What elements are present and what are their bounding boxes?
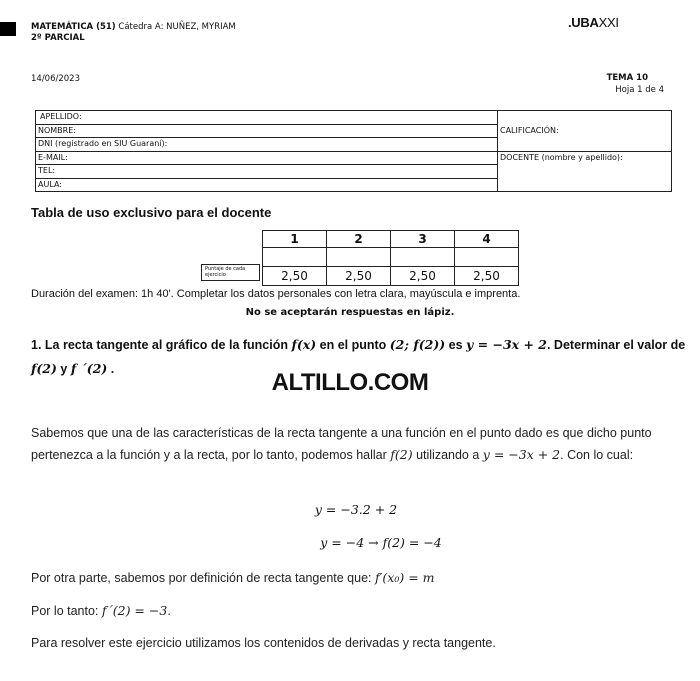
q1-text: y bbox=[56, 362, 71, 376]
scores-table bbox=[262, 230, 519, 286]
tel-field: TEL: bbox=[36, 165, 498, 179]
page-number: Hoja 1 de 4 bbox=[615, 85, 664, 95]
exam-date: 14/06/2023 bbox=[31, 74, 80, 84]
equation-1: y = −3.2 + 2 bbox=[314, 502, 398, 517]
q1-text: es bbox=[445, 338, 467, 352]
aula-field: AULA: bbox=[36, 178, 498, 192]
docente-table-title: Tabla de uso exclusivo para el docente bbox=[31, 205, 272, 220]
answer-paragraph-3 bbox=[31, 600, 681, 622]
score-empty-cell bbox=[391, 248, 455, 267]
answer-text: . bbox=[167, 604, 171, 618]
q1-fprime2: f ´(2) bbox=[70, 361, 108, 376]
email-field: E-MAIL: bbox=[36, 151, 498, 165]
calificacion-field: CALIFICACIÓN: bbox=[498, 111, 672, 152]
score-col-header: 2 bbox=[327, 231, 391, 248]
answer-f2: f(2) bbox=[390, 447, 413, 462]
logo-thin: XXI bbox=[598, 15, 619, 30]
score-empty-cell bbox=[455, 248, 519, 267]
logo-bold: .UBA bbox=[568, 15, 599, 30]
student-info-table bbox=[35, 110, 672, 192]
duration-instructions: Duración del examen: 1h 40'. Completar los datos personales con letra clara, mayúscula e imprenta. bbox=[31, 288, 521, 300]
score-col-header: 4 bbox=[455, 231, 519, 248]
score-value: 2,50 bbox=[263, 267, 327, 286]
q1-point: (2; f(2)) bbox=[389, 337, 446, 352]
score-row-label: Puntaje de cada ejercicio bbox=[201, 264, 260, 281]
answer-text: Sabemos que una de las características de la recta tangente a una función en el punto dado es que dicho punto pertenezca a la función y a la recta, por lo tanto, podemos hallar bbox=[31, 426, 652, 462]
exam-name: 2º PARCIAL bbox=[31, 33, 85, 43]
derivative-definition: f′(x₀) = m bbox=[374, 570, 435, 585]
answer-paragraph-2 bbox=[31, 567, 681, 589]
score-empty-cell bbox=[263, 248, 327, 267]
score-value: 2,50 bbox=[391, 267, 455, 286]
answer-line-eq: y = −3x + 2 bbox=[482, 447, 561, 462]
course-line bbox=[31, 22, 236, 32]
equation-2: y = −4 → f(2) = −4 bbox=[320, 535, 442, 550]
q1-text: . Determinar el valor de bbox=[546, 338, 686, 352]
score-value: 2,50 bbox=[455, 267, 519, 286]
score-empty-cell bbox=[327, 248, 391, 267]
score-col-header: 3 bbox=[391, 231, 455, 248]
docente-field: DOCENTE (nombre y apellido): bbox=[498, 151, 672, 192]
answer-text: utilizando a bbox=[412, 448, 483, 462]
answer-paragraph-1 bbox=[31, 422, 681, 466]
q1-f2: f(2) bbox=[31, 361, 57, 376]
q1-line-eq: y = −3x + 2 bbox=[466, 337, 547, 352]
q1-text: . bbox=[107, 362, 115, 376]
no-pencil-notice: No se aceptarán respuestas en lápiz. bbox=[245, 307, 455, 318]
catedra: Cátedra A: NUÑEZ, MYRIAM bbox=[118, 22, 236, 32]
dni-field: DNI (registrado en SIU Guaraní): bbox=[36, 138, 498, 152]
course-name: MATEMÁTICA (51) bbox=[31, 22, 116, 32]
score-col-header: 1 bbox=[263, 231, 327, 248]
q1-text: en el punto bbox=[316, 338, 390, 352]
answer-text: . Con lo cual: bbox=[560, 448, 634, 462]
answer-text: Por lo tanto: bbox=[31, 604, 102, 618]
answer-paragraph-4: Para resolver este ejercicio utilizamos los contenidos de derivadas y recta tangente. bbox=[31, 636, 496, 650]
answer-text: Por otra parte, sabemos por definición de recta tangente que: bbox=[31, 571, 375, 585]
tema-number: TEMA 10 bbox=[606, 73, 648, 83]
corner-mark bbox=[0, 22, 16, 36]
q1-fx: f(x) bbox=[291, 337, 317, 352]
q1-text: 1. La recta tangente al gráfico de la función bbox=[31, 338, 292, 352]
nombre-field: NOMBRE: bbox=[36, 124, 498, 138]
derivative-result: f´(2) = −3 bbox=[101, 603, 168, 618]
score-value: 2,50 bbox=[327, 267, 391, 286]
watermark: ALTILLO.COM bbox=[271, 369, 429, 396]
uba-logo bbox=[568, 15, 619, 30]
apellido-field: APELLIDO: bbox=[36, 111, 498, 125]
